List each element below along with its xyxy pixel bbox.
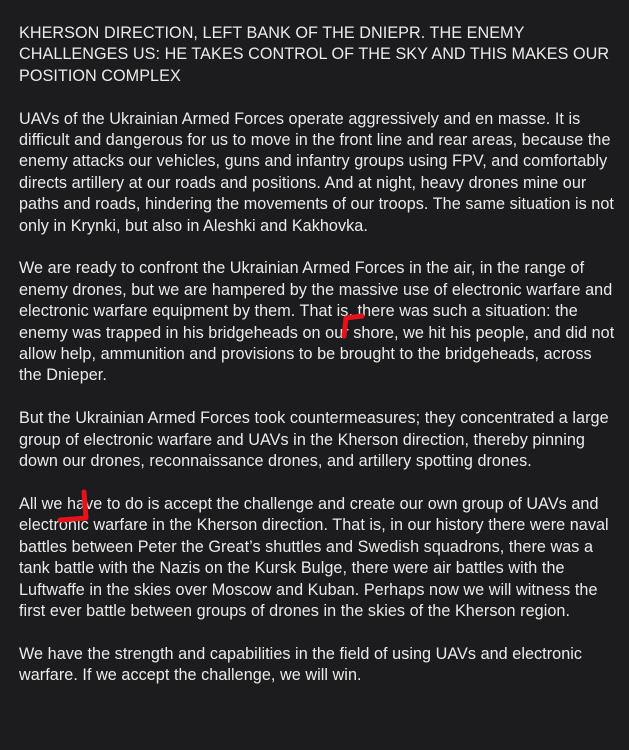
paragraph-4: All we have to do is accept the challenge and create our own group of UAVs and electronic warfare in the Kherson direction. That is, in our history there were naval battles between Peter the Great’s shuttles and Swedish squadrons, there was a tank battle with the Nazis on the Kursk Bulge, there were air battles with the Luftwaffe in the skies over Moscow and Kuban. Perhaps now we will witness the first ever battle between groups of drones in the skies of the Kherson region. xyxy=(19,494,609,620)
paragraph-1: UAVs of the Ukrainian Armed Forces operate aggressively and en masse. It is difficult and dangerous for us to move in the front line and rear areas, because the enemy attacks our vehicles, guns and infantry groups using FPV, and comfortably directs artillery at our roads and positions. And at night, heavy drones mine our paths and roads, hindering the movements of our troops. The same situation is not only in Krynki, but also in Aleshki and Kakhovka. xyxy=(19,109,614,235)
document-heading: KHERSON DIRECTION, LEFT BANK OF THE DNIEPR. THE ENEMY CHALLENGES US: HE TAKES CONTROL OF THE SKY AND THIS MAKES OUR POSITION COMPLEX xyxy=(19,24,610,85)
paragraph-2: We are ready to confront the Ukrainian Armed Forces in the air, in the range of enemy drones, but we are hampered by the massive use of electronic warfare and electronic warfare equipment by them. That is, there was such a situation: the enemy was trapped in his bridgeheads on our shore, we hit his people, and did not allow help, ammunition and provisions to be brought to the bridgeheads, across the Dnieper. xyxy=(19,259,615,385)
paragraph-5: We have the strength and capabilities in the field of using UAVs and electronic warfare. If we accept the challenge, we will win. xyxy=(19,644,583,685)
paragraph-3: But the Ukrainian Armed Forces took countermeasures; they concentrated a large group of electronic warfare and UAVs in the Kherson direction, thereby pinning down our drones, reconnaissance drones, and artillery spotting drones. xyxy=(19,409,609,471)
end-bracket-mark xyxy=(52,488,92,524)
start-bracket-mark xyxy=(338,310,368,340)
